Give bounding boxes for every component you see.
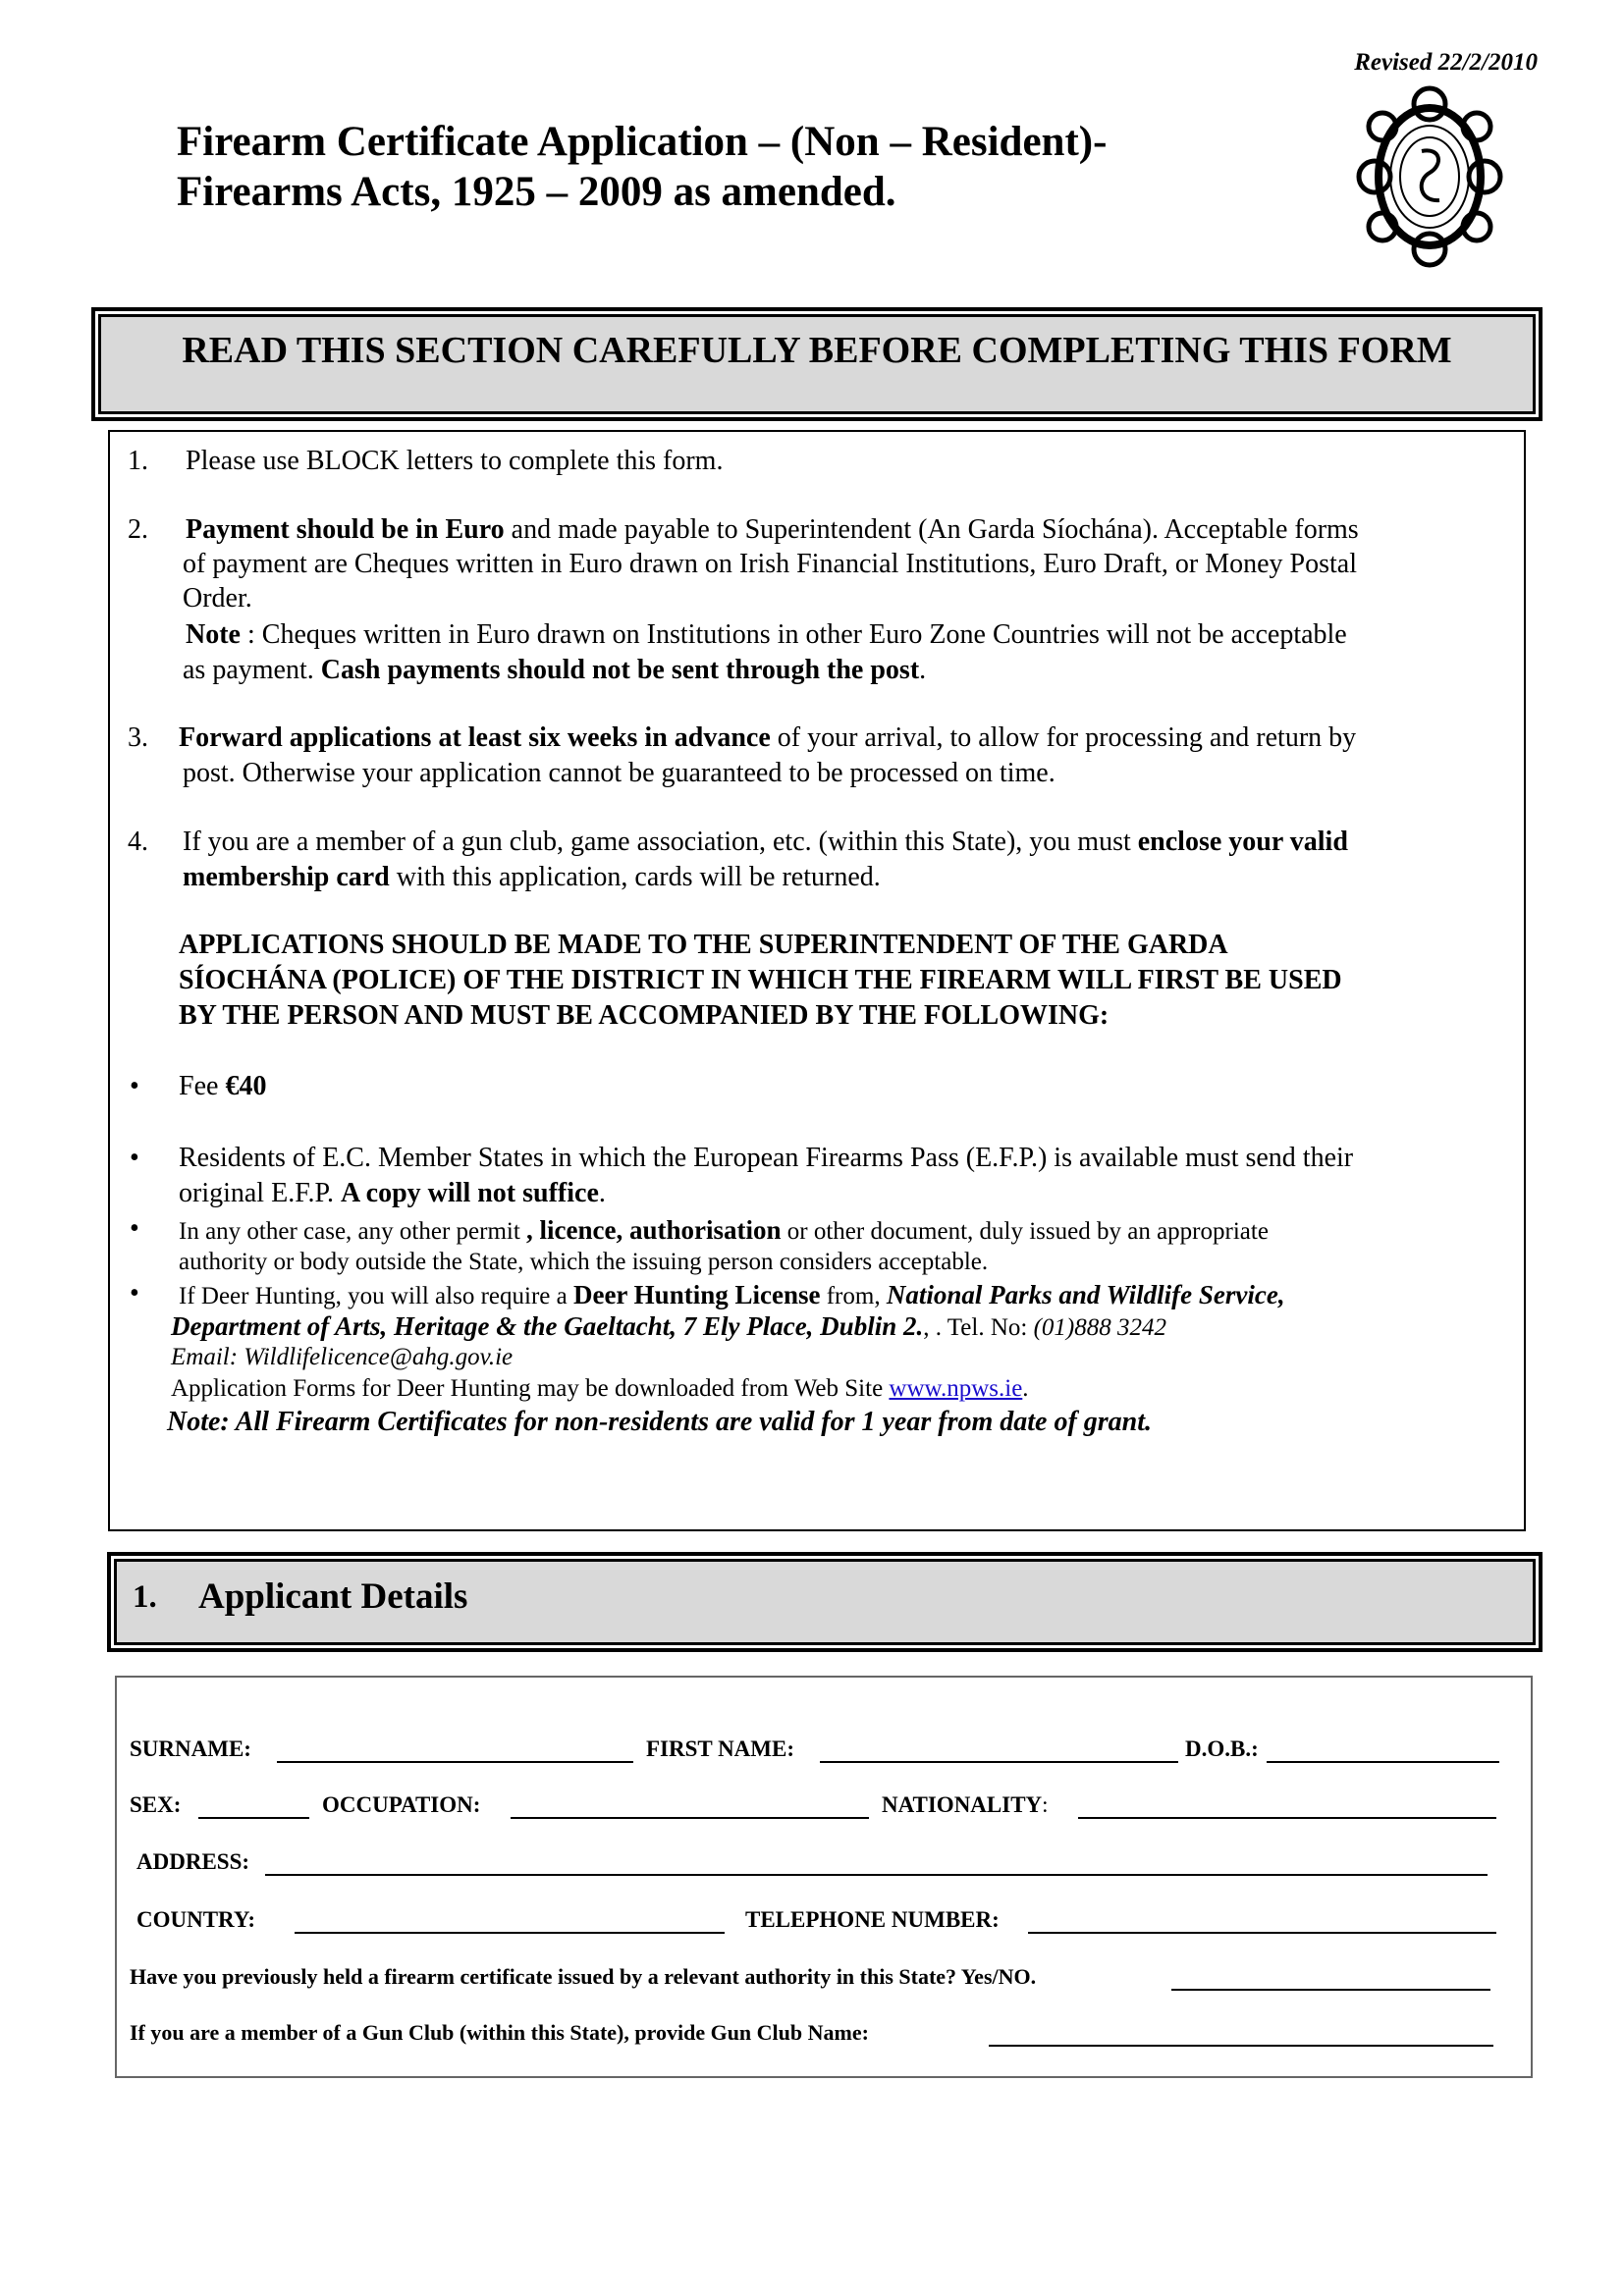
efp-line: Residents of E.C. Member States in which the European Firearms Pass (E.F.P.) is available must send their xyxy=(179,1143,1354,1173)
text: , . Tel. No: xyxy=(923,1314,1034,1341)
country-field[interactable] xyxy=(295,1906,725,1934)
note-label: Note xyxy=(186,619,241,650)
instruction-3-line xyxy=(179,721,1356,756)
occupation-label: OCCUPATION: xyxy=(322,1792,481,1817)
form-title: Firearm Certificate Application – (Non – Resident)- xyxy=(177,119,1108,165)
advance-warning: Forward applications at least six weeks in advance xyxy=(179,722,771,753)
efp-line xyxy=(179,1176,606,1211)
telephone-label: TELEPHONE NUMBER: xyxy=(745,1907,1000,1932)
text: from, xyxy=(820,1283,887,1309)
bullet-icon: • xyxy=(130,1213,139,1244)
text: as payment. xyxy=(183,655,321,685)
nationality-label xyxy=(882,1790,1049,1820)
bullet-icon: • xyxy=(130,1071,139,1101)
payment-euro-emphasis: Payment should be in Euro xyxy=(186,514,505,545)
other-permit-line xyxy=(179,1213,1269,1249)
country-label: COUNTRY: xyxy=(136,1907,256,1932)
validity-note: Note: All Firearm Certificates for non-residents are valid for 1 year from date of grant. xyxy=(167,1407,1153,1437)
text: If Deer Hunting, you will also require a xyxy=(179,1283,573,1309)
instruction-1: Please use BLOCK letters to complete this form. xyxy=(186,446,724,476)
text: . xyxy=(598,1178,606,1208)
fee-item xyxy=(179,1069,266,1104)
item-number: 4. xyxy=(128,827,148,857)
fee-amount: €40 xyxy=(225,1071,267,1101)
text: or other document, duly issued by an appropriate xyxy=(781,1218,1269,1245)
text: . xyxy=(919,655,927,685)
text: original E.F.P. xyxy=(179,1178,341,1208)
sex-field[interactable] xyxy=(198,1791,309,1819)
text-bold: A copy will not suffice xyxy=(341,1178,599,1208)
text: Fee xyxy=(179,1071,226,1101)
applications-notice-line: SÍOCHÁNA (POLICE) OF THE DISTRICT IN WHICH THE FIREARM WILL FIRST BE USED xyxy=(179,965,1342,995)
text: In any other case, any other permit xyxy=(179,1218,527,1245)
text-bold: enclose your valid xyxy=(1137,827,1348,857)
text: and made payable to Superintendent (An Garda Síochána). Acceptable forms xyxy=(504,514,1359,545)
first-name-label: FIRST NAME: xyxy=(646,1736,795,1761)
address-label: ADDRESS: xyxy=(136,1849,250,1874)
instruction-3-line: post. Otherwise your application cannot be guaranteed to be processed on time. xyxy=(183,758,1056,788)
npws-link[interactable]: www.npws.ie xyxy=(889,1375,1023,1402)
instruction-2-line: Order. xyxy=(183,583,252,614)
other-permit-line: authority or body outside the State, which the issuing person considers acceptable. xyxy=(179,1249,989,1275)
previous-certificate-question: Have you previously held a firearm certificate issued by a relevant authority in this State? Yes/NO. xyxy=(130,1964,1037,1989)
read-carefully-banner xyxy=(98,314,1536,414)
telephone-number: (01)888 3242 xyxy=(1033,1314,1166,1341)
cash-warning: Cash payments should not be sent through the post xyxy=(320,655,920,685)
text: Application Forms for Deer Hunting may be downloaded from Web Site xyxy=(171,1375,890,1402)
surname-label: SURNAME: xyxy=(130,1736,251,1761)
text: : Cheques written in Euro drawn on Institutions in other Euro Zone Countries will not be acceptable xyxy=(240,619,1347,650)
instruction-4-line xyxy=(183,860,881,895)
gun-club-name-field[interactable] xyxy=(989,2019,1493,2047)
text-bold-italic: National Parks and Wildlife Service, xyxy=(886,1280,1285,1309)
text-bold-italic: Department of Arts, Heritage & the Gaeltacht, 7 Ely Place, Dublin 2. xyxy=(171,1311,924,1341)
telephone-field[interactable] xyxy=(1028,1906,1496,1934)
dob-label: D.O.B.: xyxy=(1185,1736,1259,1761)
first-name-field[interactable] xyxy=(820,1735,1178,1763)
bullet-icon: • xyxy=(130,1143,139,1173)
nationality-field[interactable] xyxy=(1078,1791,1496,1819)
bullet-icon: • xyxy=(130,1278,139,1308)
sex-label: SEX: xyxy=(130,1792,182,1817)
deer-line xyxy=(171,1372,1029,1406)
applications-notice-line: BY THE PERSON AND MUST BE ACCOMPANIED BY THE FOLLOWING: xyxy=(179,1000,1110,1031)
garda-crest-logo xyxy=(1353,82,1506,271)
form-subtitle: Firearms Acts, 1925 – 2009 as amended. xyxy=(177,169,896,215)
occupation-field[interactable] xyxy=(511,1791,869,1819)
address-field[interactable] xyxy=(265,1848,1488,1876)
applicant-details-banner xyxy=(114,1559,1536,1645)
section-heading: Applicant Details xyxy=(198,1576,468,1617)
text-bold: membership card xyxy=(183,862,390,892)
text: of your arrival, to allow for processing and return by xyxy=(770,722,1357,753)
deer-line xyxy=(179,1278,1285,1313)
text-bold: Deer Hunting License xyxy=(572,1280,821,1309)
text: NATIONALITY xyxy=(882,1792,1043,1817)
instruction-2-note xyxy=(186,617,1347,653)
surname-field[interactable] xyxy=(277,1735,633,1763)
section-number: 1. xyxy=(133,1579,157,1615)
item-number: 3. xyxy=(128,722,148,753)
read-carefully-heading: READ THIS SECTION CAREFULLY BEFORE COMPLETING THIS FORM xyxy=(182,330,1452,371)
previous-certificate-field[interactable] xyxy=(1171,1963,1490,1991)
text: . xyxy=(1022,1375,1029,1402)
text: If you are a member of a gun club, game association, etc. (within this State), you must xyxy=(183,827,1138,857)
item-number: 1. xyxy=(128,446,148,476)
instruction-2-line xyxy=(186,512,1359,548)
dob-field[interactable] xyxy=(1267,1735,1499,1763)
gun-club-question: If you are a member of a Gun Club (within this State), provide Gun Club Name: xyxy=(130,2020,869,2045)
applications-notice-line: APPLICATIONS SHOULD BE MADE TO THE SUPERINTENDENT OF THE GARDA xyxy=(179,930,1228,960)
deer-line xyxy=(171,1309,1166,1345)
instruction-2-line: of payment are Cheques written in Euro drawn on Irish Financial Institutions, Euro Draft, or Money Postal xyxy=(183,549,1357,579)
revision-date: Revised 22/2/2010 xyxy=(1354,49,1538,76)
item-number: 2. xyxy=(128,514,148,545)
colon: : xyxy=(1042,1792,1049,1817)
instruction-2-line xyxy=(183,653,926,688)
instruction-4-line xyxy=(183,825,1348,860)
deer-email: Email: Wildlifelicence@ahg.gov.ie xyxy=(171,1344,514,1370)
text: with this application, cards will be returned. xyxy=(389,862,881,892)
text-bold: , licence, authorisation xyxy=(526,1215,782,1245)
